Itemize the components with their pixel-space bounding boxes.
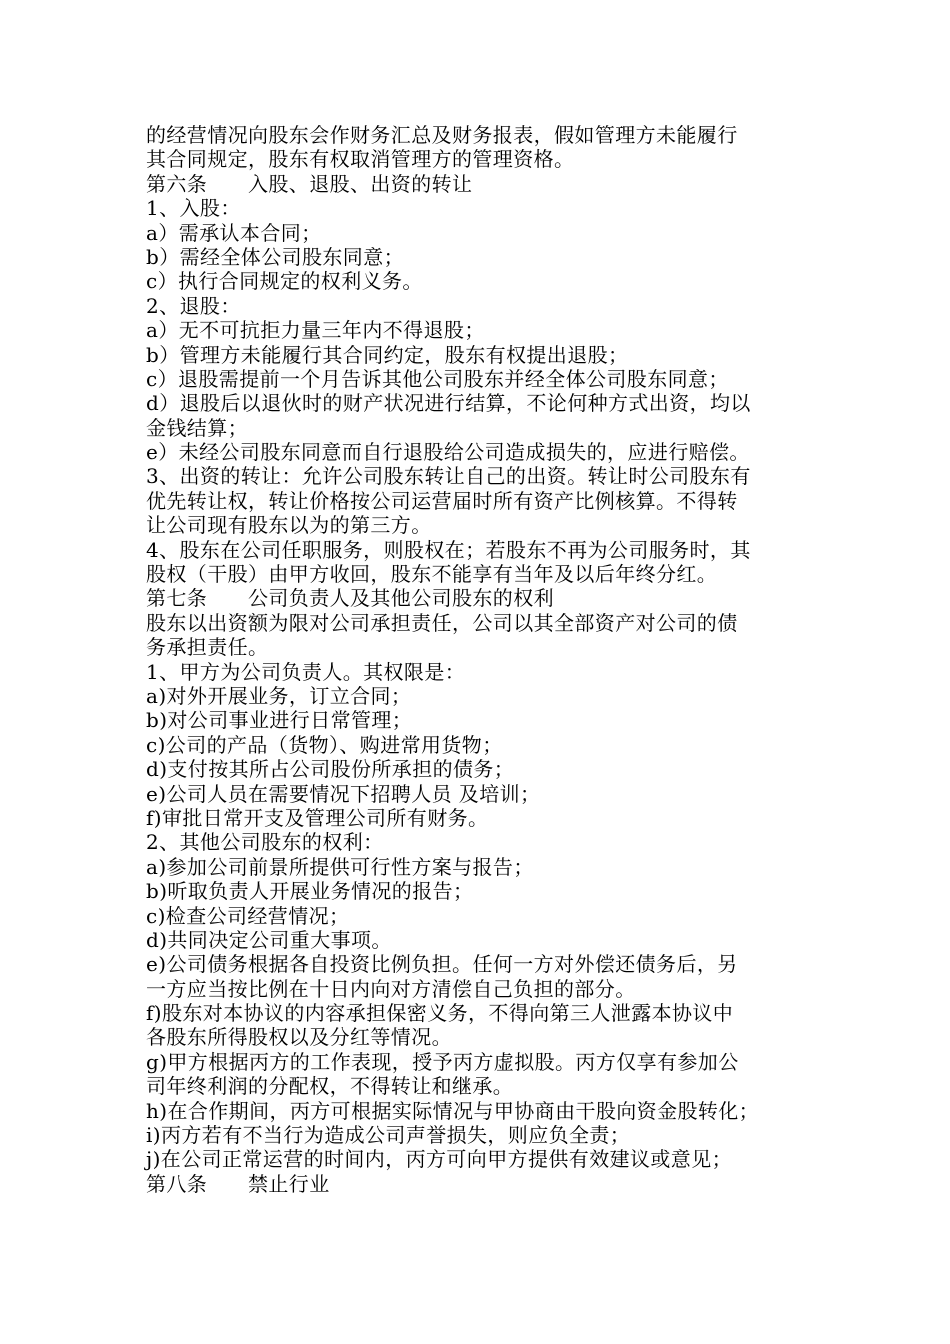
text-line: b)听取负责人开展业务情况的报告；	[146, 879, 474, 904]
text-line: 4、股东在公司任职服务，则股权在；若股东不再为公司服务时，其	[146, 537, 751, 562]
text-line: 2、退股：	[146, 293, 241, 318]
text-line: h)在合作期间，丙方可根据实际情况与甲协商由干股向资金股转化；	[146, 1098, 760, 1123]
text-line: b)对公司事业进行日常管理；	[146, 708, 413, 733]
text-line: f)股东对本协议的内容承担保密义务，不得向第三人泄露本协议中	[146, 1001, 734, 1026]
text-line: 金钱结算；	[146, 415, 248, 440]
text-line: c)检查公司经营情况；	[146, 903, 350, 928]
text-line: a）无不可抗拒力量三年内不得退股；	[146, 318, 485, 343]
text-line: d）退股后以退伙时的财产状况进行结算，不论何种方式出资，均以	[146, 391, 751, 416]
text-line: c)公司的产品（货物）、购进常用货物；	[146, 732, 503, 757]
text-line: a）需承认本合同；	[146, 220, 322, 245]
text-line: 1、甲方为公司负责人。其权限是：	[146, 659, 466, 684]
text-line: 司年终利润的分配权，不得转让和继承。	[146, 1074, 514, 1099]
text-line: 优先转让权，转让价格按公司运营届时所有资产比例核算。不得转	[146, 488, 738, 513]
text-line: e)公司债务根据各自投资比例负担。任何一方对外偿还债务后，另	[146, 952, 738, 977]
text-line: 各股东所得股权以及分红等情况。	[146, 1025, 452, 1050]
text-line: i)丙方若有不当行为造成公司声誉损失，则应负全责；	[146, 1123, 631, 1148]
text-line: j)在公司正常运营的时间内，丙方可向甲方提供有效建议或意见；	[146, 1147, 733, 1172]
text-line: 3、出资的转让：允许公司股东转让自己的出资。转让时公司股东有	[146, 464, 751, 489]
text-line: d)支付按其所占公司股份所承担的债务；	[146, 757, 515, 782]
text-line: 务承担责任。	[146, 635, 269, 660]
text-line: 2、其他公司股东的权利：	[146, 830, 384, 855]
text-line: a)对外开展业务，订立合同；	[146, 683, 412, 708]
text-line: 第六条 入股、退股、出资的转让	[146, 171, 473, 196]
text-line: 股权（干股）由甲方收回，股东不能享有当年及以后年终分红。	[146, 562, 718, 587]
text-line: f)审批日常开支及管理公司所有财务。	[146, 805, 489, 830]
text-line: 一方应当按比例在十日内向对方清偿自己负担的部分。	[146, 976, 636, 1001]
text-line: 其合同规定，股东有权取消管理方的管理资格。	[146, 147, 575, 172]
text-line: 第七条 公司负责人及其他公司股东的权利	[146, 586, 554, 611]
text-line: 1、入股：	[146, 196, 241, 221]
text-line: e）未经公司股东同意而自行退股给公司造成损失的，应进行赔偿。	[146, 440, 750, 465]
text-line: 股东以出资额为限对公司承担责任，公司以其全部资产对公司的债	[146, 610, 738, 635]
text-line: 的经营情况向股东会作财务汇总及财务报表，假如管理方未能履行	[146, 123, 738, 147]
text-line: a)参加公司前景所提供可行性方案与报告；	[146, 854, 534, 879]
text-line: d)共同决定公司重大事项。	[146, 927, 392, 952]
text-line: b）管理方未能履行其合同约定，股东有权提出退股；	[146, 342, 629, 367]
text-line: b）需经全体公司股东同意；	[146, 244, 405, 269]
text-line: 第八条 禁止行业	[146, 1171, 330, 1196]
text-line: c）执行合同规定的权利义务。	[146, 269, 423, 294]
text-line: e)公司人员在需要情况下招聘人员 及培训；	[146, 781, 541, 806]
document-body	[146, 123, 814, 1196]
text-line: 让公司现有股东以为的第三方。	[146, 513, 432, 538]
text-line: c）退股需提前一个月告诉其他公司股东并经全体公司股东同意；	[146, 366, 729, 391]
text-line: g)甲方根据丙方的工作表现，授予丙方虚拟股。丙方仅享有参加公	[146, 1049, 739, 1074]
